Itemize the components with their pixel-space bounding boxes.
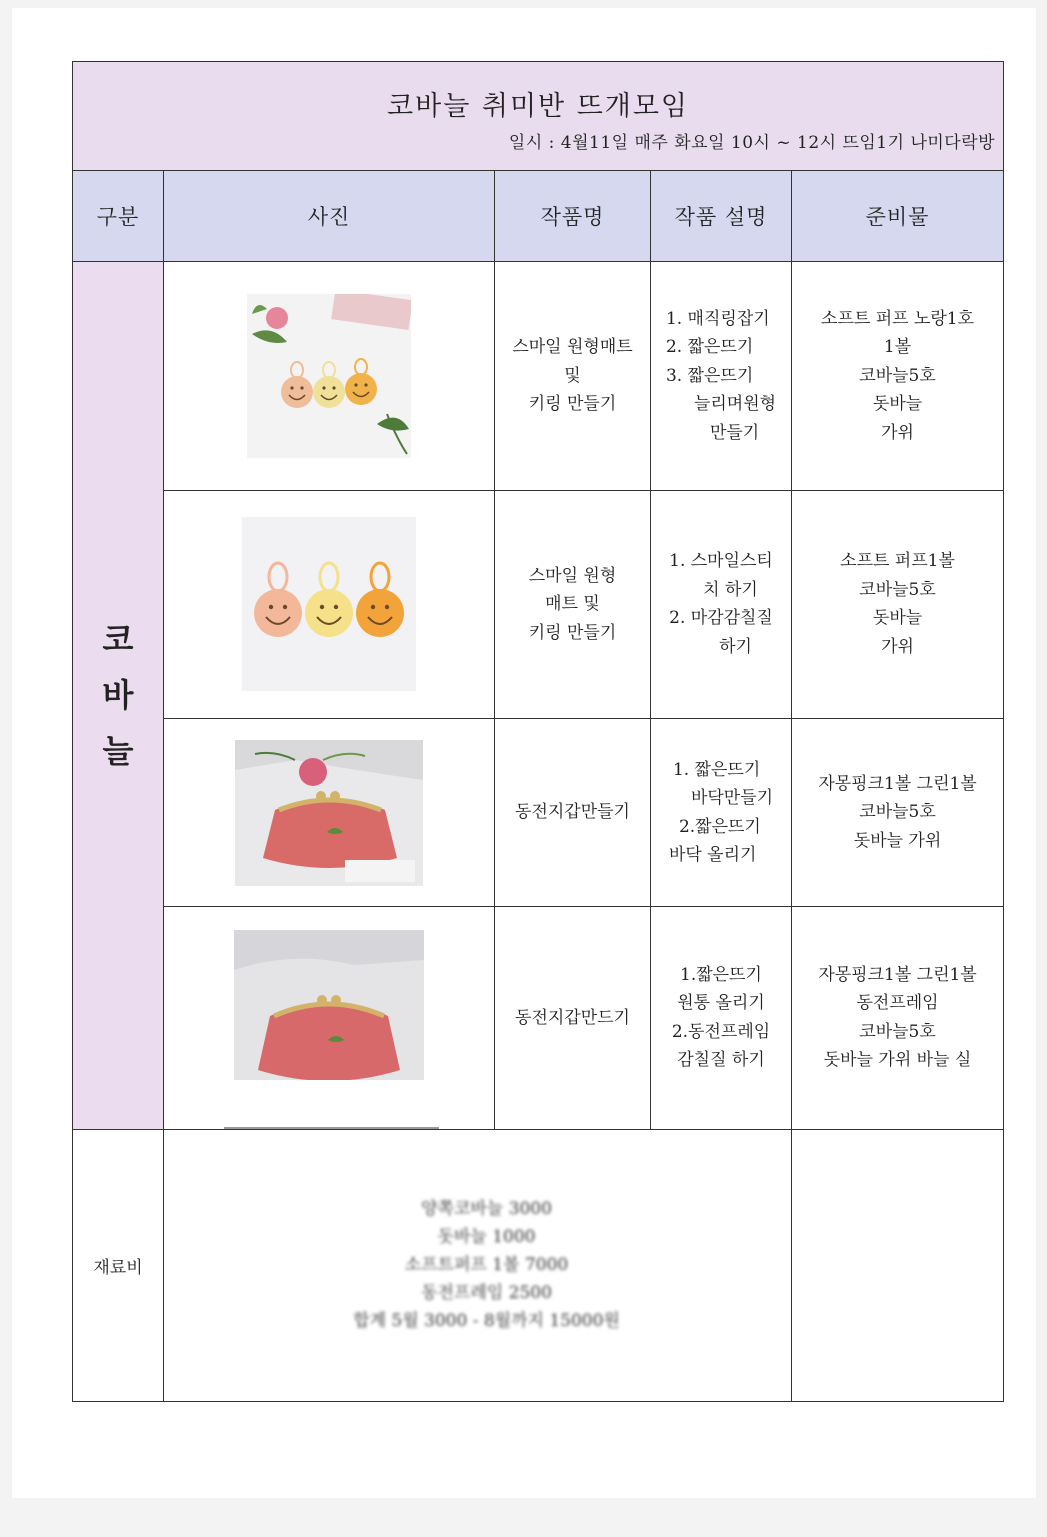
header-category: 구분	[73, 171, 164, 262]
item-desc-cell: 1. 스마일스티 치 하기 2. 마감감칠질 하기	[651, 490, 792, 718]
fee-empty-cell	[792, 1129, 1004, 1401]
item-prep-cell: 소프트 퍼프 노랑1호 1볼 코바늘5호 돗바늘 가위	[792, 262, 1004, 490]
fee-line: 양쪽코바늘 3000	[421, 1199, 552, 1220]
item-name-cell: 스마일 원형매트 및 키링 만들기	[495, 262, 651, 490]
table-row	[73, 907, 1004, 1129]
item-name-cell: 동전지갑만드기	[495, 907, 651, 1129]
fee-line: 소프트퍼프 1볼 7000	[404, 1255, 569, 1276]
category-cell	[73, 262, 164, 1129]
item-prep-cell: 자몽핑크1볼 그린1볼 동전프레임 코바늘5호 돗바늘 가위 바늘 실	[792, 907, 1004, 1129]
fee-line: 합계 5월 3000 - 8월까지 15000원	[353, 1311, 620, 1332]
schedule-table	[72, 61, 1004, 1402]
item-desc-cell: 1.짧은뜨기 원통 올리기 2.동전프레임 감칠질 하기	[651, 907, 792, 1129]
photo-cell	[164, 490, 495, 718]
smiley-mat-photo	[242, 517, 416, 691]
header-photo: 사진	[164, 171, 495, 262]
fee-details	[164, 1129, 792, 1401]
item-name-cell: 동전지갑만들기	[495, 718, 651, 906]
image-underline	[224, 1127, 439, 1129]
item-desc-cell: 1. 매직링잡기 2. 짧은뜨기 3. 짧은뜨기 늘리며원형 만들기	[651, 262, 792, 490]
table-row	[73, 262, 1004, 490]
item-desc-cell: 1. 짧은뜨기 바닥만들기 2.짧은뜨기 바닥 올리기	[651, 718, 792, 906]
header-row	[73, 171, 1004, 262]
photo-cell	[164, 718, 495, 906]
item-prep-cell: 자몽핑크1볼 그린1볼 코바늘5호 돗바늘 가위	[792, 718, 1004, 906]
item-name-cell: 스마일 원형 매트 및 키링 만들기	[495, 490, 651, 718]
fee-label: 재료비	[73, 1129, 164, 1401]
fee-line: 돗바늘 1000	[437, 1227, 536, 1248]
header-desc: 작품 설명	[651, 171, 792, 262]
header-prep: 준비물	[792, 171, 1004, 262]
photo-cell	[164, 262, 495, 490]
item-prep-cell: 소프트 퍼프1볼 코바늘5호 돗바늘 가위	[792, 490, 1004, 718]
category-label: 코 바 늘	[102, 620, 134, 771]
table-row	[73, 718, 1004, 906]
coin-purse-photo	[235, 740, 423, 886]
smiley-keyring-photo	[247, 294, 411, 458]
coin-purse-photo	[234, 930, 424, 1106]
table-row	[73, 490, 1004, 718]
fee-line: 동전프레임 2500	[421, 1283, 552, 1304]
photo-cell	[164, 907, 495, 1129]
page-title: 코바늘 취미반 뜨개모임	[387, 91, 690, 122]
title-cell	[73, 62, 1004, 171]
fee-row	[73, 1129, 1004, 1401]
schedule-subtitle: 일시 : 4월11일 매주 화요일 10시 ~ 12시 뜨임1기 나미다락방	[508, 133, 996, 153]
header-name: 작품명	[495, 171, 651, 262]
